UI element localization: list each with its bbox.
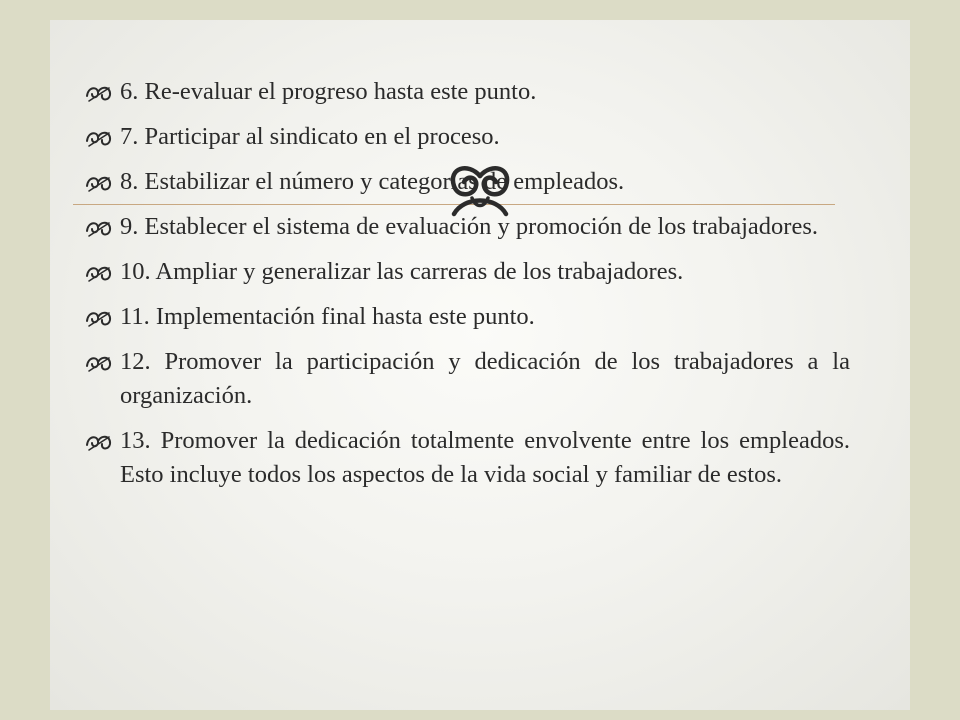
flourish-bullet-icon bbox=[84, 263, 114, 283]
list-item bbox=[84, 75, 850, 109]
list-item-text: 10. Ampliar y generalizar las carreras de los trabajadores. bbox=[120, 258, 684, 285]
list-item bbox=[84, 165, 850, 199]
list-item bbox=[84, 210, 850, 244]
list-item-text: 13. Promover la dedicación totalmente envolvente entre los empleados. Esto incluye todos los aspectos de la vida social y familiar de estos. bbox=[120, 427, 850, 488]
flourish-bullet-icon bbox=[84, 218, 114, 238]
list-item bbox=[84, 120, 850, 154]
list-item-text: 12. Promover la participación y dedicación de los trabajadores a la organización. bbox=[120, 348, 850, 409]
list-item-text: 8. Estabilizar el número y categorías de empleados. bbox=[120, 168, 625, 195]
flourish-bullet-icon bbox=[84, 432, 114, 452]
bullet-list bbox=[84, 75, 850, 503]
flourish-bullet-icon bbox=[84, 353, 114, 373]
list-item-text: 11. Implementación final hasta este punto. bbox=[120, 303, 535, 330]
list-item bbox=[84, 255, 850, 289]
flourish-bullet-icon bbox=[84, 173, 114, 193]
list-item-text: 6. Re-evaluar el progreso hasta este punto. bbox=[120, 78, 537, 105]
list-item bbox=[84, 345, 850, 413]
flourish-bullet-icon bbox=[84, 128, 114, 148]
flourish-bullet-icon bbox=[84, 308, 114, 328]
list-item-text: 7. Participar al sindicato en el proceso. bbox=[120, 123, 500, 150]
list-item bbox=[84, 300, 850, 334]
list-item-text: 9. Establecer el sistema de evaluación y promoción de los trabajadores. bbox=[120, 213, 818, 240]
list-item bbox=[84, 424, 850, 492]
flourish-bullet-icon bbox=[84, 83, 114, 103]
